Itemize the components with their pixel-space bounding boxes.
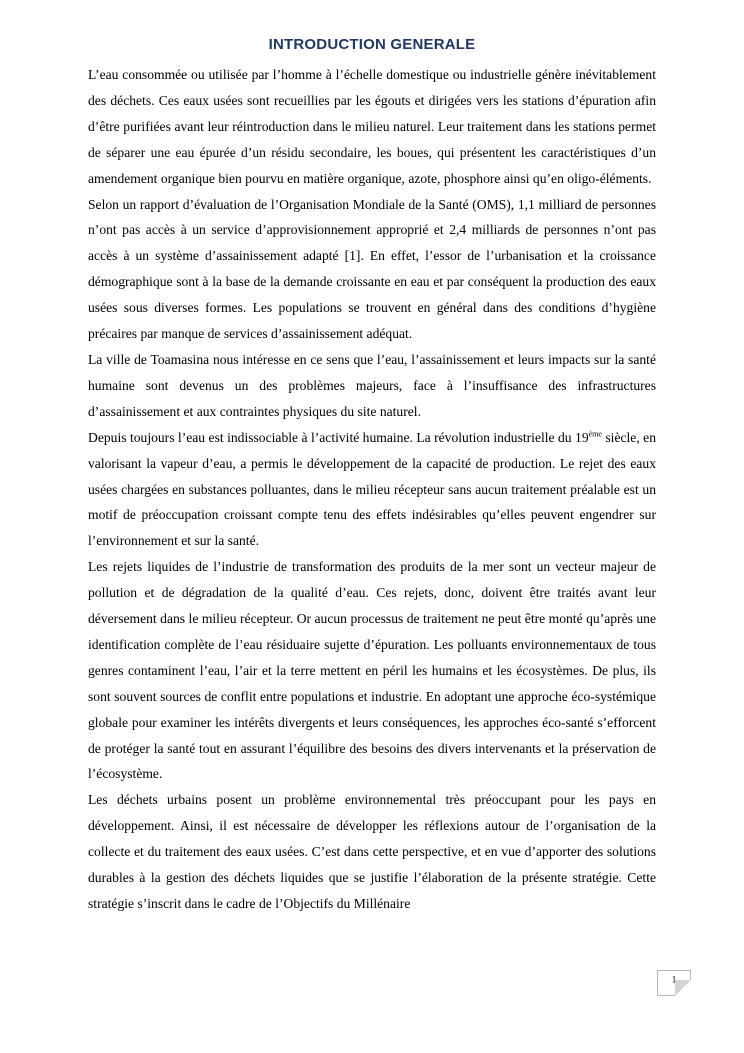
paragraph-text-segment: siècle, en valorisant la vapeur d’eau, a permis le développement de la capacité de production. Le rejet des eaux usées chargées en substances polluantes, dans le milieu récepteur sans aucun traitement préalable est un motif de préoccupation croissant compte tenu des effets indésirables qu’elles peuvent engendrer sur l’environnement et sur la santé. bbox=[88, 429, 656, 549]
paragraph-liquid-discharges: Les rejets liquides de l’industrie de transformation des produits de la mer sont un vecteur majeur de pollution et de dégradation de la qualité d’eau. Ces rejets, donc, doivent être traités avant leur déversement dans le milieu récepteur. Or aucun processus de traitement ne peut être monté qu’après une identification complète de l’eau résiduaire sujette d’épuration. Les polluants environnementaux de tous genres contaminent l’eau, l’air et la terre mettent en péril les humains et les écosystèmes. De plus, ils sont souvent sources de conflit entre populations et industrie. En adoptant une approche éco-systémique globale pour examiner les intérêts divergents et leurs conséquences, les approches éco-santé s’efforcent de protéger la santé tout en assurant l’équilibre des besoins des divers intervenants et la préservation de l’écosystème. bbox=[88, 559, 656, 782]
page-number: 1 bbox=[671, 974, 677, 986]
paragraph-wastewater-treatment: L’eau consommée ou utilisée par l’homme à l’échelle domestique ou industrielle génère inévitablement des déchets. Ces eaux usées sont recueillies par les égouts et dirigées vers les stations d’épuration afin d’être purifiées avant leur réintroduction dans le milieu naturel. Leur traitement dans les stations permet de séparer une eau épurée d’un résidu secondaire, les boues, qui présentent les caractéristiques d’un amendement organique bien pourvu en matière organique, azote, phosphore ainsi qu’en oligo-éléments. bbox=[88, 67, 656, 186]
folded-corner-icon bbox=[675, 980, 691, 996]
paragraph-oms-report: Selon un rapport d’évaluation de l’Organisation Mondiale de la Santé (OMS), 1,1 milliard de personnes n’ont pas accès à un service d’approvisionnement approprié et 2,4 milliards de personnes n’ont pas accès à un système d’assainissement adapté [1]. En effet, l’essor de l’urbanisation et la croissance démographique sont à la base de la demande croissante en eau et par conséquent la production des eaux usées sous diverses formes. Les populations se trouvent en général dans des conditions d’hygiène précaires par manque de services d’assainissement adéquat. bbox=[88, 196, 656, 342]
paragraph-toamasina: La ville de Toamasina nous intéresse en ce sens que l’eau, l’assainissement et leurs impacts sur la santé humaine sont devenus un des problèmes majeurs, face à l’insuffisance des infrastructures d’assainissement et aux contraintes physiques du site naturel. bbox=[88, 351, 656, 419]
paragraph-industrial-revolution bbox=[88, 425, 656, 555]
page-number-box bbox=[657, 970, 691, 996]
superscript-ordinal: ème bbox=[588, 429, 602, 439]
page-title: INTRODUCTION GENERALE bbox=[268, 36, 476, 53]
document-body bbox=[88, 62, 656, 917]
paragraph-urban-waste: Les déchets urbains posent un problème environnemental très préoccupant pour les pays en développement. Ainsi, il est nécessaire de développer les réflexions autour de l’organisation de la collecte et du traitement des eaux usées. C’est dans cette perspective, et en vue d’apporter des solutions durables à la gestion des déchets liquides que se justifie l’élaboration de la présente stratégie. Cette stratégie s’inscrit dans le cadre de l’Objectifs du Millénaire bbox=[88, 792, 656, 911]
paragraph-text-segment: Depuis toujours l’eau est indissociable à l’activité humaine. La révolution industrielle du 19 bbox=[88, 429, 589, 445]
